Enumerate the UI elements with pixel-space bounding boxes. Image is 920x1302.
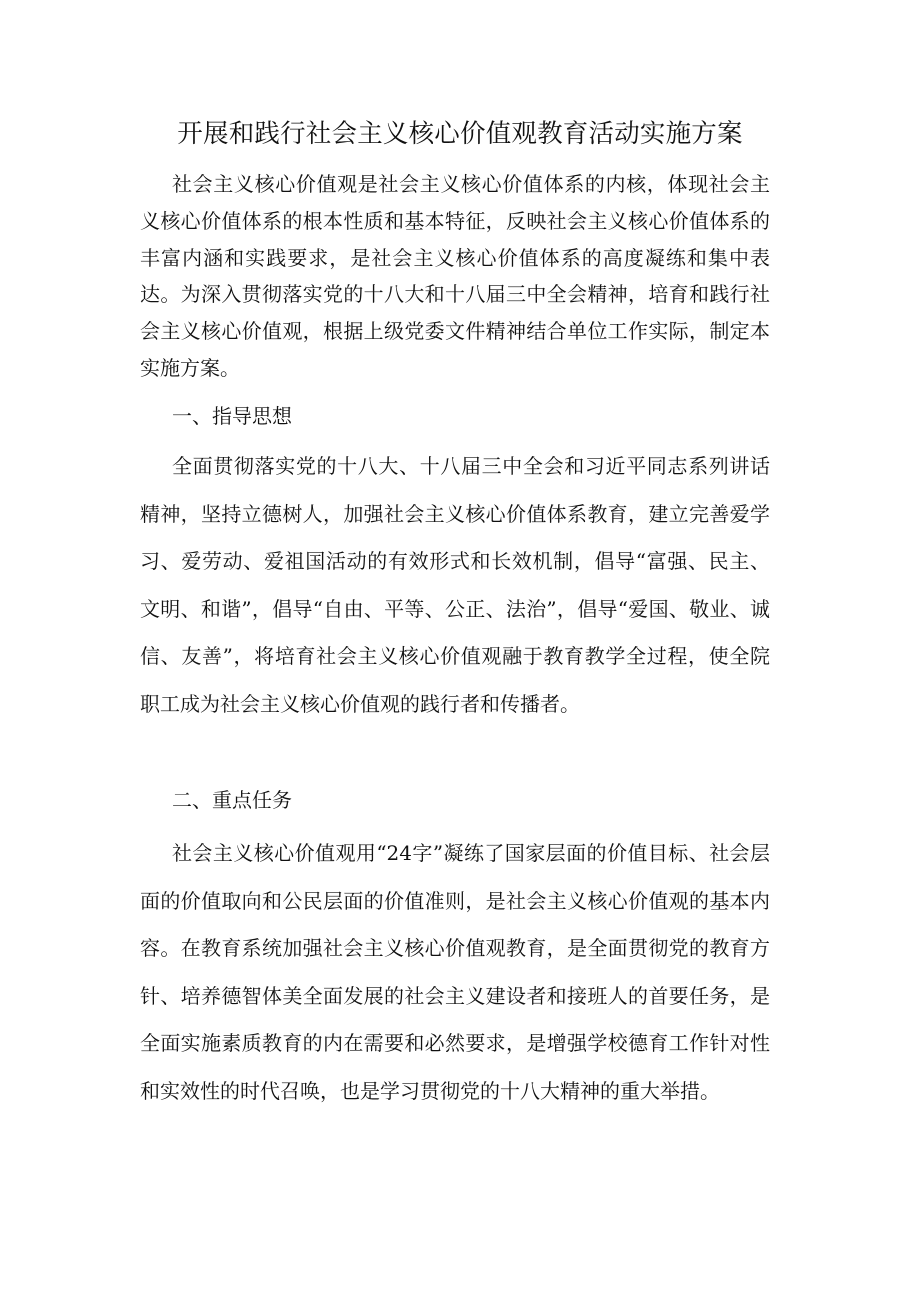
section-heading-guiding-ideology: 一、指导思想: [172, 404, 292, 428]
intro-paragraph: 社会主义核心价值观是社会主义核心价值体系的内核，体现社会主义核心价值体系的根本性质和基本特征，反映社会主义核心价值体系的丰富内涵和实践要求，是社会主义核心价值体系的高度凝练和集中表达。为深入贯彻落实党的十八大和十八届三中全会精神，培育和践行社会主义核心价值观，根据上级党委文件精神结合单位工作实际，制定本实施方案。: [140, 172, 770, 380]
section-body-guiding-ideology: 全面贯彻落实党的十八大、十八届三中全会和习近平同志系列讲话精神，坚持立德树人，加强社会主义核心价值体系教育，建立完善爱学习、爱劳动、爱祖国活动的有效形式和长效机制，倡导“富强、民主、文明、和谐”，倡导“自由、平等、公正、法治”，倡导“爱国、敬业、诚信、友善”，将培育社会主义核心价值观融于教育教学全过程，使全院职工成为社会主义核心价值观的践行者和传播者。: [140, 454, 770, 716]
section-heading-key-tasks: 二、重点任务: [172, 788, 292, 812]
section-body-key-tasks: 社会主义核心价值观用“24字”凝练了国家层面的价值目标、社会层面的价值取向和公民层面的价值准则，是社会主义核心价值观的基本内容。在教育系统加强社会主义核心价值观教育，是全面贯彻党的教育方针、培养德智体美全面发展的社会主义建设者和接班人的首要任务，是全面实施素质教育的内在需要和必然要求，是增强学校德育工作针对性和实效性的时代召唤，也是学习贯彻党的十八大精神的重大举措。: [140, 841, 770, 1103]
document-title: 开展和践行社会主义核心价值观教育活动实施方案: [177, 119, 743, 149]
